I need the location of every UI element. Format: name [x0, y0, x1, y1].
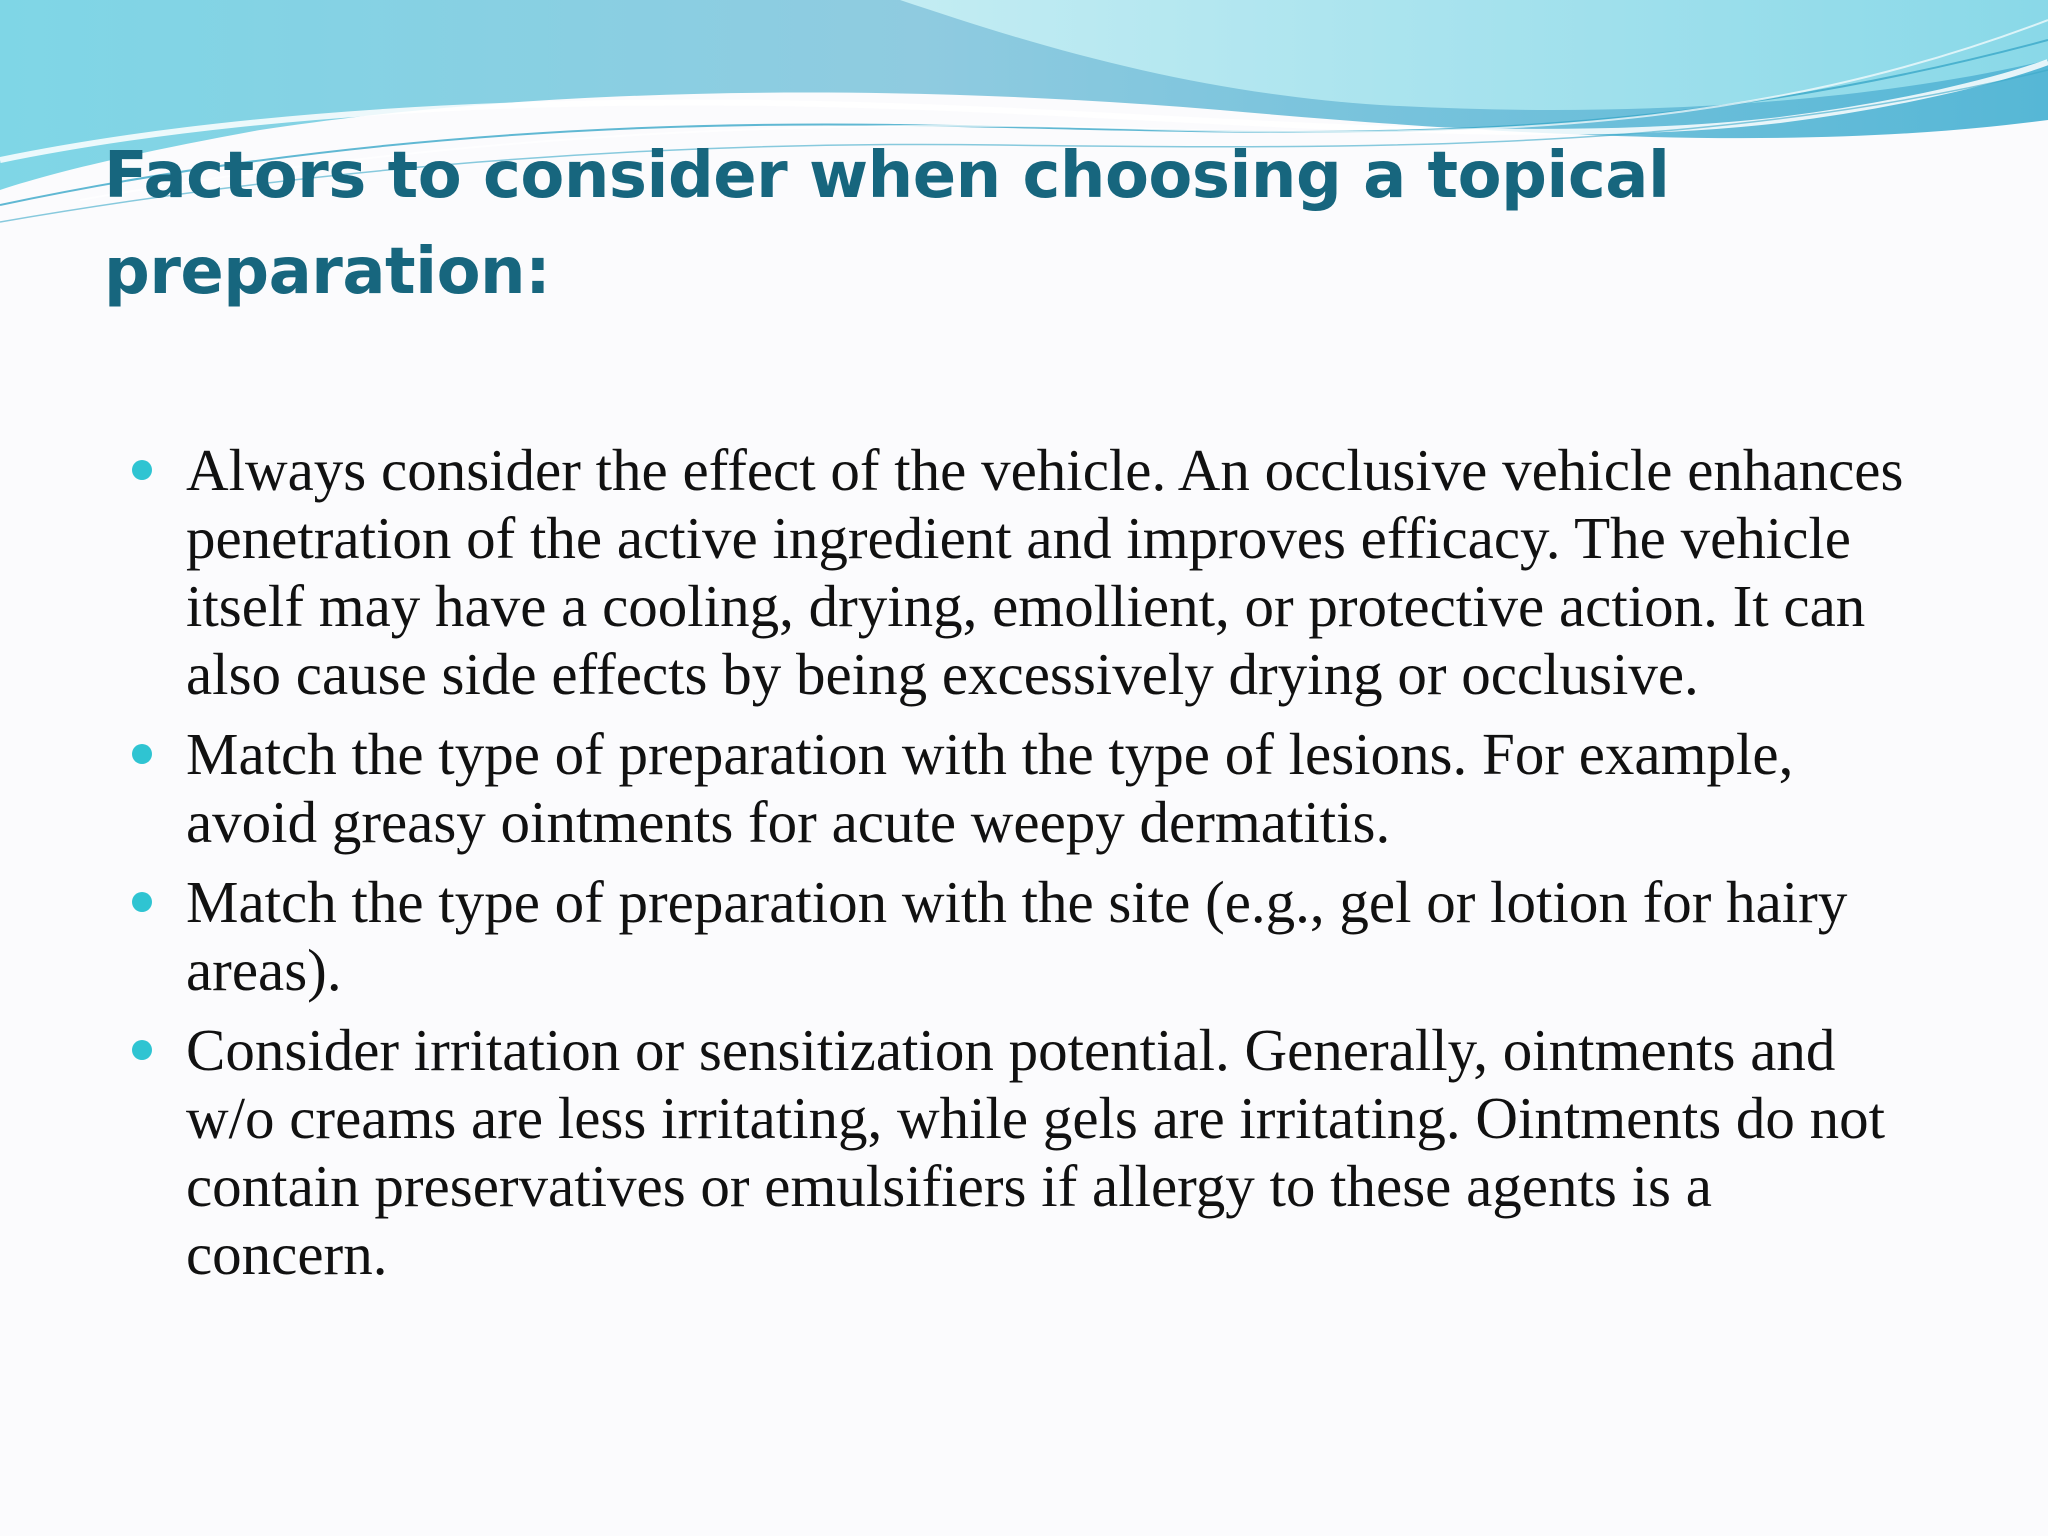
bullet-text: Match the type of preparation with the type of lesions. For example, avoid greasy ointments for acute weepy dermatitis. — [186, 721, 1794, 855]
slide-title-line-1: Factors to consider when choosing a topical — [104, 139, 1670, 213]
bullet-text: Always consider the effect of the vehicle. An occlusive vehicle enhances penetration of the active ingredient and improves efficacy. The vehicle itself may have a cooling, drying, emollient, or protective action. It can also cause side effects by being excessively drying or occlusive. — [186, 437, 1904, 707]
bullet-marker-icon — [132, 744, 152, 764]
bullet-list — [132, 436, 1912, 1300]
bullet-marker-icon — [132, 892, 152, 912]
bullet-text: Consider irritation or sensitization potential. Generally, ointments and w/o creams are less irritating, while gels are irritating. Ointments do not contain preservatives or emulsifiers if allergy to these agents is a concern. — [186, 1017, 1886, 1287]
bullet-item-site — [132, 868, 1912, 1004]
bullet-item-lesion-type — [132, 720, 1912, 856]
bullet-marker-icon — [132, 460, 152, 480]
slide-title — [104, 128, 1904, 320]
bullet-marker-icon — [132, 1040, 152, 1060]
bullet-text: Match the type of preparation with the site (e.g., gel or lotion for hairy areas). — [186, 869, 1848, 1003]
bullet-item-vehicle-effect — [132, 436, 1912, 708]
slide-title-line-2: preparation: — [104, 235, 551, 309]
bullet-item-irritation — [132, 1016, 1912, 1288]
